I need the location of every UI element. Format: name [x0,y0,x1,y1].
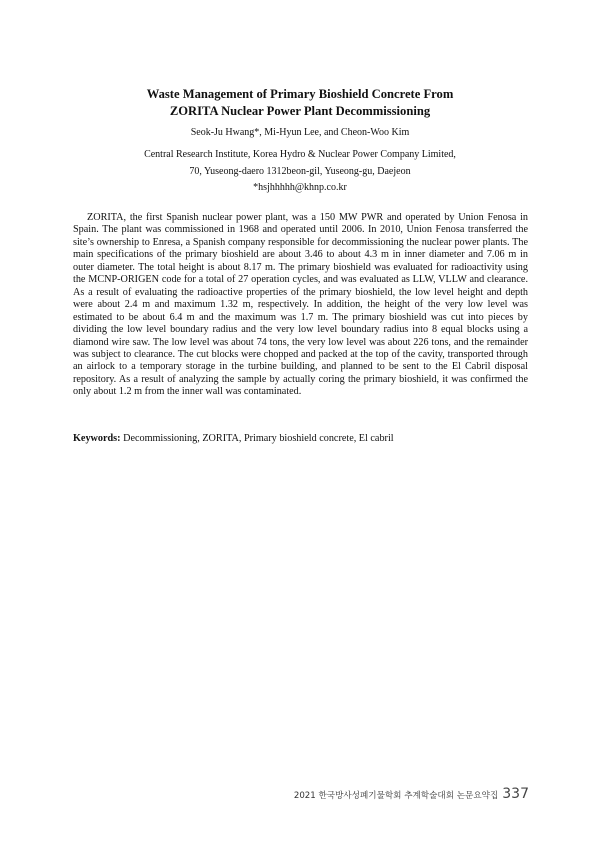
paper-title-line-1: Waste Management of Primary Bioshield Concrete From [146,87,454,101]
affiliation: Central Research Institute, Korea Hydro & Nuclear Power Company Limited, [144,149,456,160]
keywords-label: Keywords: [73,433,121,444]
conference-name: 2021 한국방사성폐기물학회 추계학술대회 논문요약집 [293,791,499,801]
page-footer [294,786,529,802]
corresponding-email: *hsjhhhhh@khnp.co.kr [253,182,347,193]
address: 70, Yuseong-daero 1312beon-gil, Yuseong-gu, Daejeon [189,166,411,177]
keywords-text: Decommissioning, ZORITA, Primary bioshield concrete, El cabril [120,433,394,444]
paper-title-line-2: ZORITA Nuclear Power Plant Decommissioning [169,104,431,118]
keywords [73,432,528,445]
page-number: 337 [502,786,529,802]
abstract-body: ZORITA, the first Spanish nuclear power plant, was a 150 MW PWR and operated by Union Fenosa in Spain. The plant was commissioned in 1968 and operated until 2006. In 2010, Union Fenosa transferred the site’s ownership to Enresa, a Spanish company responsible for decommissioning the nuclear power plants. The main specifications of the primary bioshield are about 3.46 to about 4.3 m in inner diameter and 7.06 m in outer diameter. The total height is about 8.17 m. The primary bioshield was evaluated for radioactivity using the MCNP-ORIGEN code for a total of 27 operation cycles, and was evaluated as LLW, VLLW and clearance. As a result of evaluating the radioactive properties of the primary bioshield, the low level height and depth were about 2.4 m and maximum 1.32 m, respectively. In addition, the height of the very low level was estimated to be about 6.4 m and the maximum was 1.7 m. The primary bioshield was cut into pieces by dividing the low level boundary radius and the very low level boundary radius into 8 equal blocks using a diamond wire saw. The low level was about 74 tons, the very low level was about 226 tons, and the remainder was subject to clearance. The cut blocks were chopped and packed at the top of the cavity, transported through an airlock to a temporary storage in the turbine building, and planned to be sent to the El Cabril disposal repository. As a result of analyzing the sample by actually coring the primary bioshield, it was confirmed the only about 1.2 m from the inner wall was contaminated. [73,212,528,398]
paper-title [70,86,530,120]
author-list: Seok-Ju Hwang*, Mi-Hyun Lee, and Cheon-Woo Kim [190,127,410,138]
